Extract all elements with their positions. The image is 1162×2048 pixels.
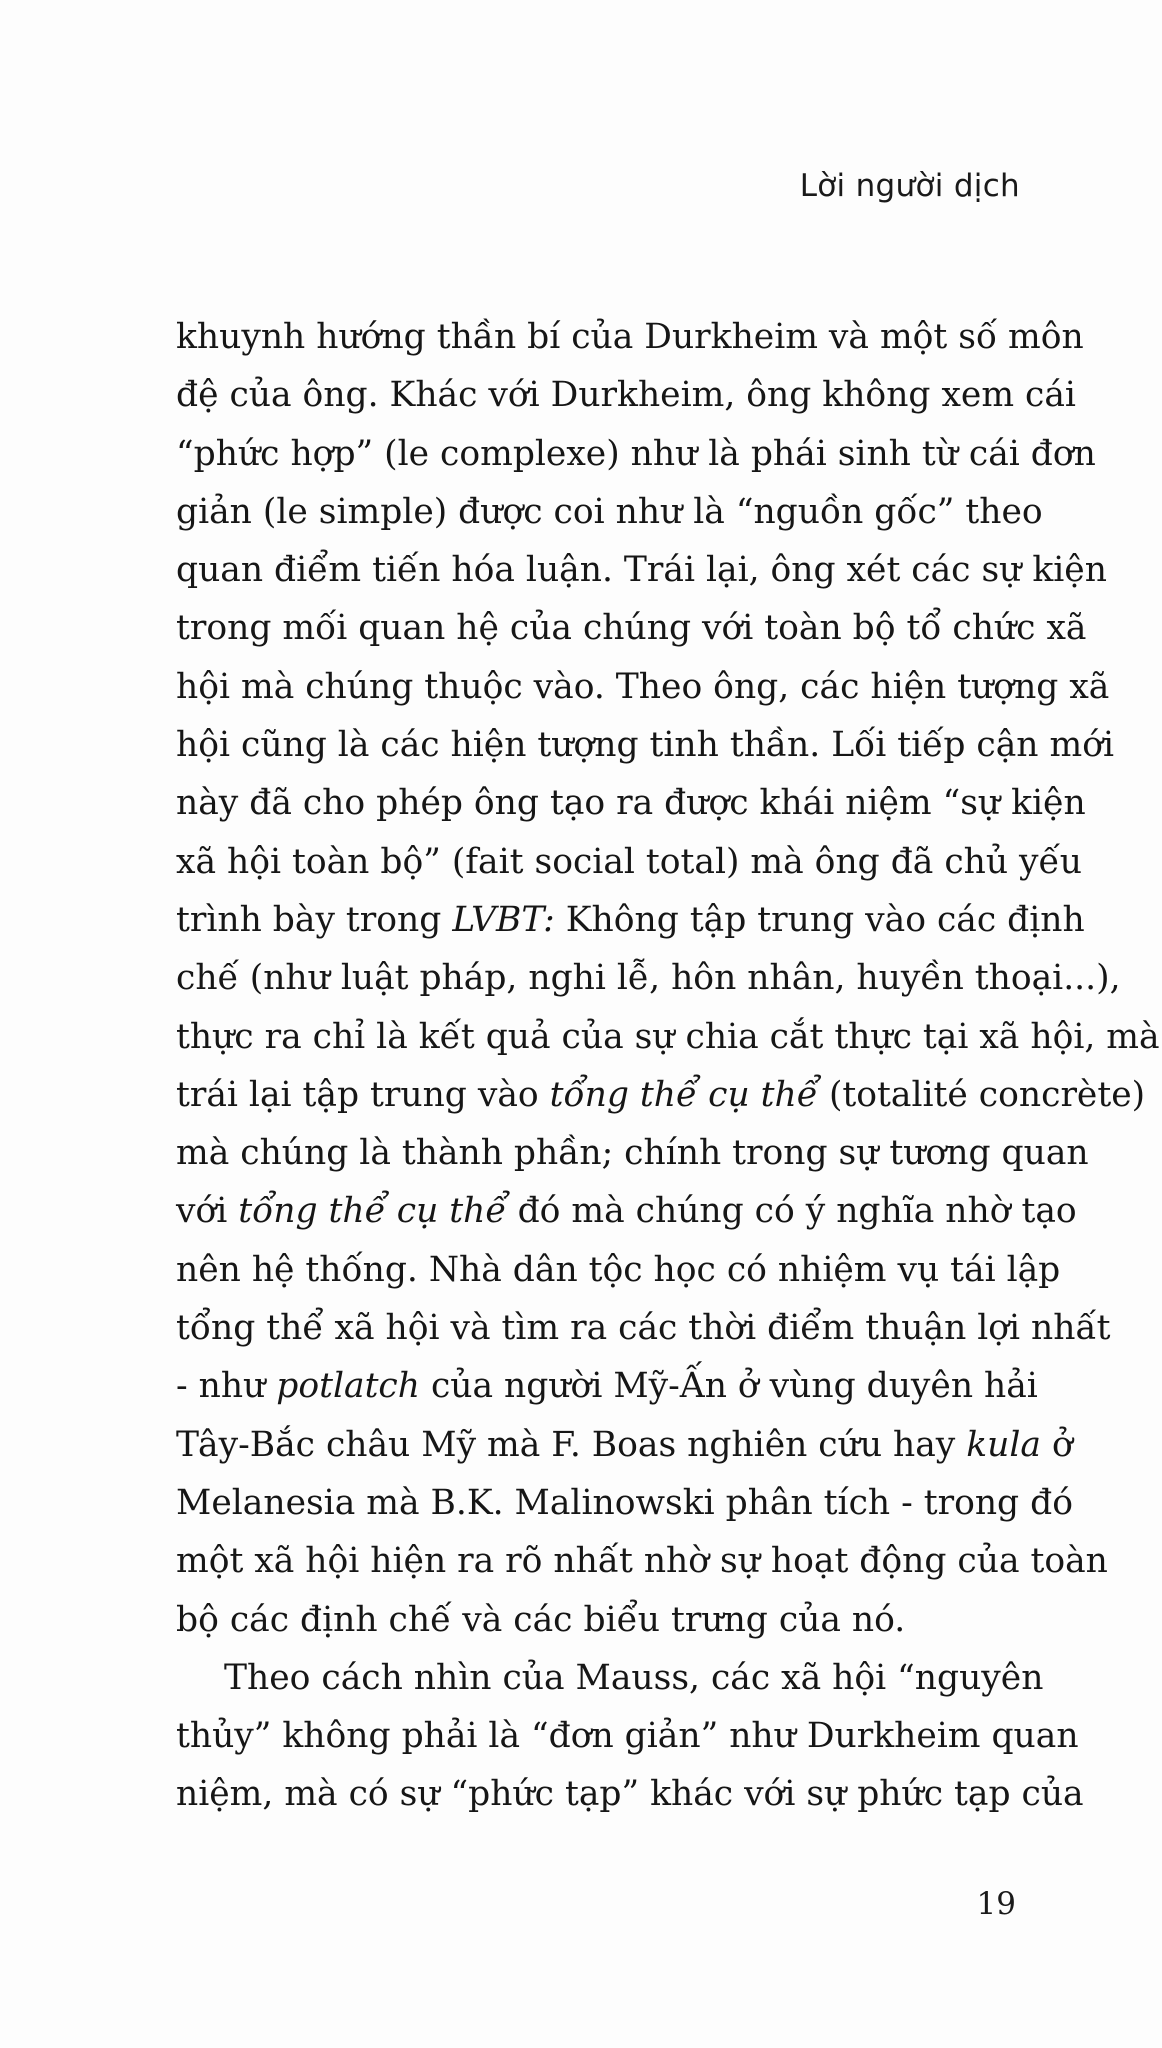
text-line: này đã cho phép ông tạo ra được khái niệm “sự kiện (176, 783, 1086, 824)
running-header: Lời người dịch (799, 168, 1020, 204)
text-line: trái lại tập trung vào tổng thể cụ thể (totalité concrète) (176, 1074, 1146, 1115)
paragraph (176, 1649, 1084, 1824)
text-line: Tây-Bắc châu Mỹ mà F. Boas nghiên cứu hay kula ở (176, 1424, 1073, 1465)
text-line: nên hệ thống. Nhà dân tộc học có nhiệm vụ tái lập (176, 1249, 1061, 1290)
text-line: bộ các định chế và các biểu trưng của nó. (176, 1599, 906, 1640)
text-line: niệm, mà có sự “phức tạp” khác với sự phức tạp của (176, 1774, 1084, 1815)
text-line: - như potlatch của người Mỹ-Ấn ở vùng duyên hải (176, 1366, 1038, 1407)
text-line: đệ của ông. Khác với Durkheim, ông không xem cái (176, 375, 1076, 416)
text-line: hội cũng là các hiện tượng tinh thần. Lối tiếp cận mới (176, 725, 1115, 766)
text-line: khuynh hướng thần bí của Durkheim và một số môn (176, 317, 1084, 357)
italic-term: LVBT: (452, 899, 555, 940)
text-line: một xã hội hiện ra rõ nhất nhờ sự hoạt động của toàn (176, 1541, 1108, 1582)
text-line: “phức hợp” (le complexe) như là phái sinh từ cái đơn (176, 433, 1096, 474)
text-line: hội mà chúng thuộc vào. Theo ông, các hiện tượng xã (176, 666, 1110, 707)
text-line: tổng thể xã hội và tìm ra các thời điểm thuận lợi nhất (176, 1308, 1111, 1349)
text-line: với tổng thể cụ thể đó mà chúng có ý nghĩa nhờ tạo (176, 1191, 1077, 1232)
text-line: chế (như luật pháp, nghi lễ, hôn nhân, huyền thoại...), (176, 958, 1121, 999)
page-number: 19 (976, 1886, 1016, 1922)
paragraph (176, 308, 1160, 1649)
italic-term: potlatch (276, 1366, 420, 1407)
text-line: thực ra chỉ là kết quả của sự chia cắt thực tại xã hội, mà (176, 1016, 1160, 1057)
italic-term: kula (966, 1424, 1041, 1465)
italic-term: tổng thể cụ thể (549, 1074, 818, 1115)
text-line: trình bày trong LVBT: Không tập trung vào các định (176, 899, 1085, 940)
text-line: Theo cách nhìn của Mauss, các xã hội “nguyên (224, 1657, 1044, 1698)
text-line: trong mối quan hệ của chúng với toàn bộ tổ chức xã (176, 608, 1087, 649)
text-line: Melanesia mà B.K. Malinowski phân tích - trong đó (176, 1482, 1073, 1523)
text-line: thủy” không phải là “đơn giản” như Durkheim quan (176, 1716, 1079, 1757)
text-line: xã hội toàn bộ” (fait social total) mà ông đã chủ yếu (176, 841, 1082, 882)
text-line: mà chúng là thành phần; chính trong sự tương quan (176, 1133, 1089, 1174)
text-line: giản (le simple) được coi như là “nguồn gốc” theo (176, 491, 1043, 532)
italic-term: tổng thể cụ thể (238, 1191, 507, 1232)
body-text (176, 308, 1160, 1824)
text-line: quan điểm tiến hóa luận. Trái lại, ông xét các sự kiện (176, 550, 1107, 591)
